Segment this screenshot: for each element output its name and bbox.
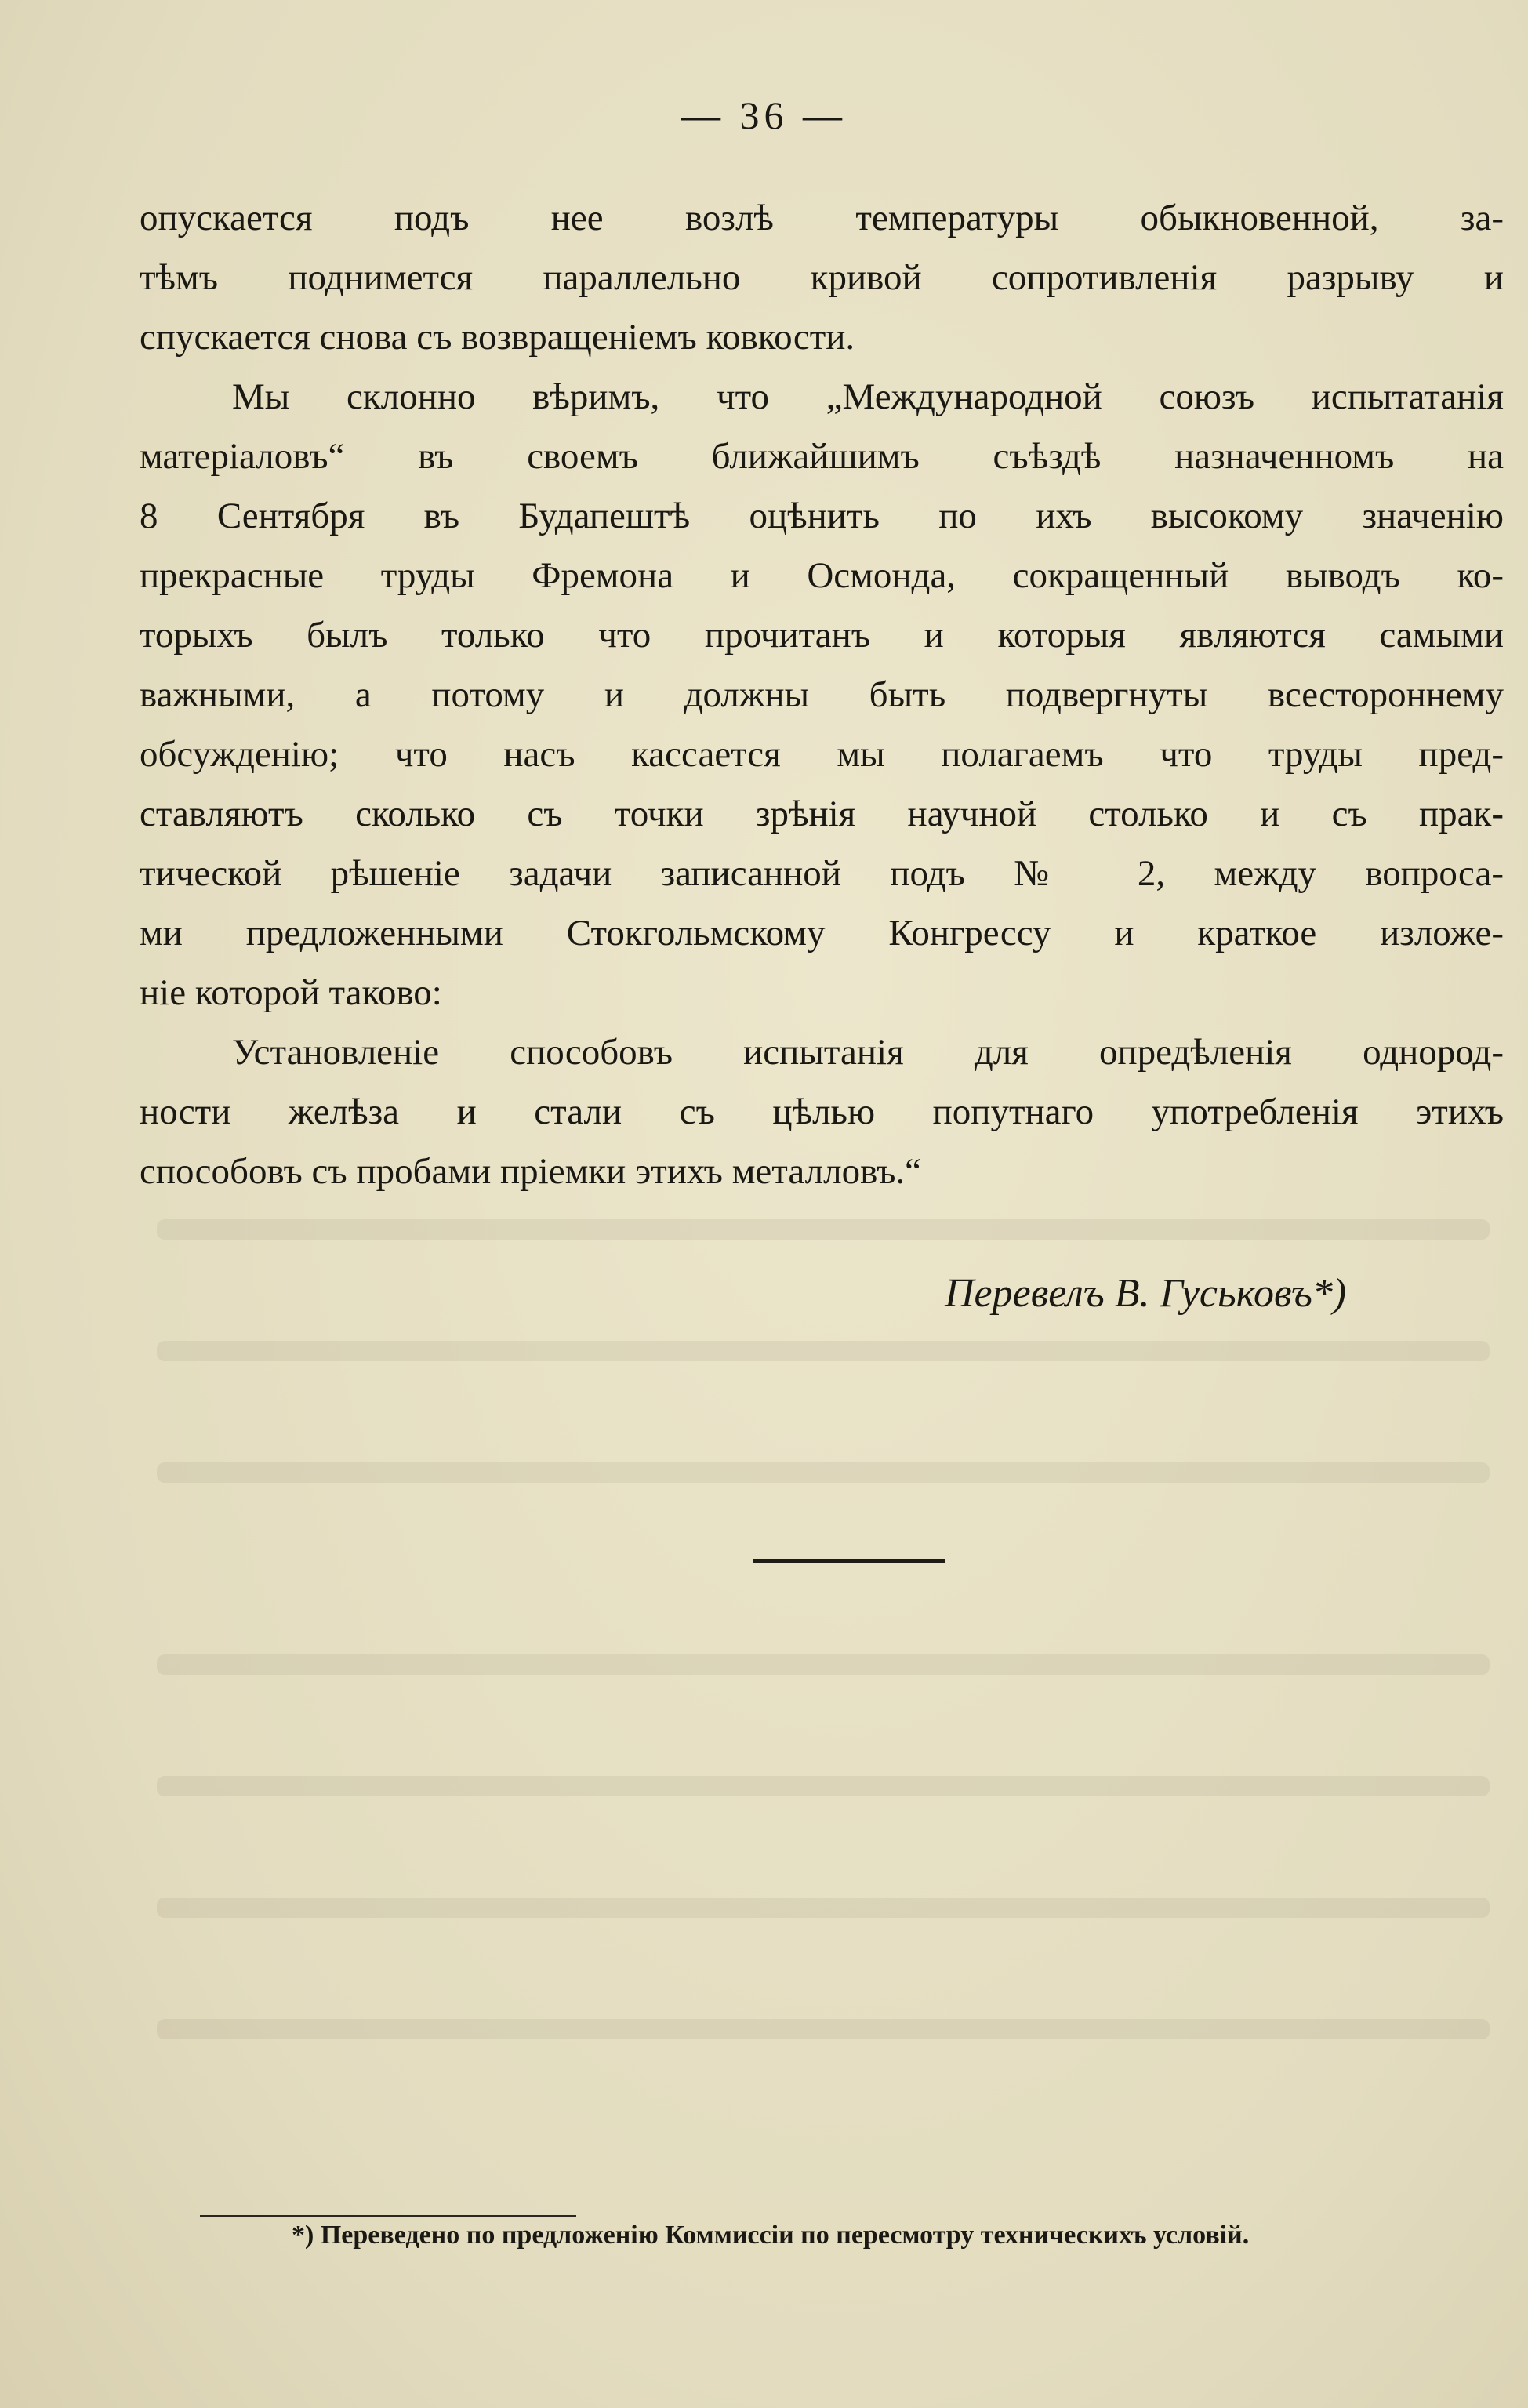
main-text (140, 188, 1504, 1201)
translator-signature: Перевелъ В. Гуськовъ*) (945, 1271, 1347, 1316)
text-line: ставляютъ сколько съ точки зрѣнія научной столько и съ прак- (140, 794, 1504, 834)
text-line: спускается снова съ возвращеніемъ ковкости. (140, 317, 855, 358)
text-line: 8 Сентября въ Будапештѣ оцѣнить по ихъ высокому значенію (140, 496, 1504, 536)
text-line: торыхъ былъ только что прочитанъ и которыя являются самыми (140, 615, 1504, 656)
bleed-through-shadow (157, 1219, 1490, 1240)
text-line: прекрасные труды Фремона и Осмонда, сокращенный выводъ ко- (140, 555, 1504, 596)
text-line: матеріаловъ“ въ своемъ ближайшимъ съѣздѣ назначенномъ на (140, 436, 1504, 477)
text-line: способовъ съ пробами пріемки этихъ металловъ.“ (140, 1151, 922, 1192)
footnote-rule (200, 2215, 576, 2217)
text-line: опускается подъ нее возлѣ температуры обыкновенной, за- (140, 198, 1504, 238)
text-line: ми предложенными Стокгольмскому Конгрессу и краткое изложе- (140, 913, 1504, 953)
page-number: — 36 — (681, 93, 847, 137)
text-line: Установленіе способовъ испытанія для опредѣленія однород- (232, 1032, 1504, 1073)
text-line: тѣмъ поднимется параллельно кривой сопротивленія разрыву и (140, 257, 1504, 298)
bleed-through-shadow (157, 1462, 1490, 1483)
paragraph (140, 188, 1504, 367)
bleed-through-shadow (157, 1898, 1490, 1918)
text-line: Мы склонно вѣримъ, что „Международной союзъ испытатанія (232, 376, 1504, 417)
bleed-through-shadow (157, 1776, 1490, 1796)
paragraph (140, 367, 1504, 1022)
text-line: важными, а потому и должны быть подвергнуты всестороннему (140, 674, 1504, 715)
text-line: обсужденію; что насъ кассается мы полагаемъ что труды пред- (140, 734, 1504, 775)
text-line: ніе которой таково: (140, 972, 442, 1013)
text-line: тической рѣшеніе задачи записанной подъ № 2, между вопроса- (140, 853, 1504, 894)
text-line: ности желѣза и стали съ цѣлью попутнаго употребленія этихъ (140, 1091, 1504, 1132)
bleed-through-shadow (157, 2019, 1490, 2039)
bleed-through-shadow (157, 1341, 1490, 1361)
bleed-through-shadow (157, 1654, 1490, 1675)
paragraph (140, 1022, 1504, 1201)
footnote: *) Переведено по предложенію Коммиссіи по пересмотру техническихъ условій. (292, 2221, 1250, 2250)
section-divider (753, 1559, 945, 1563)
